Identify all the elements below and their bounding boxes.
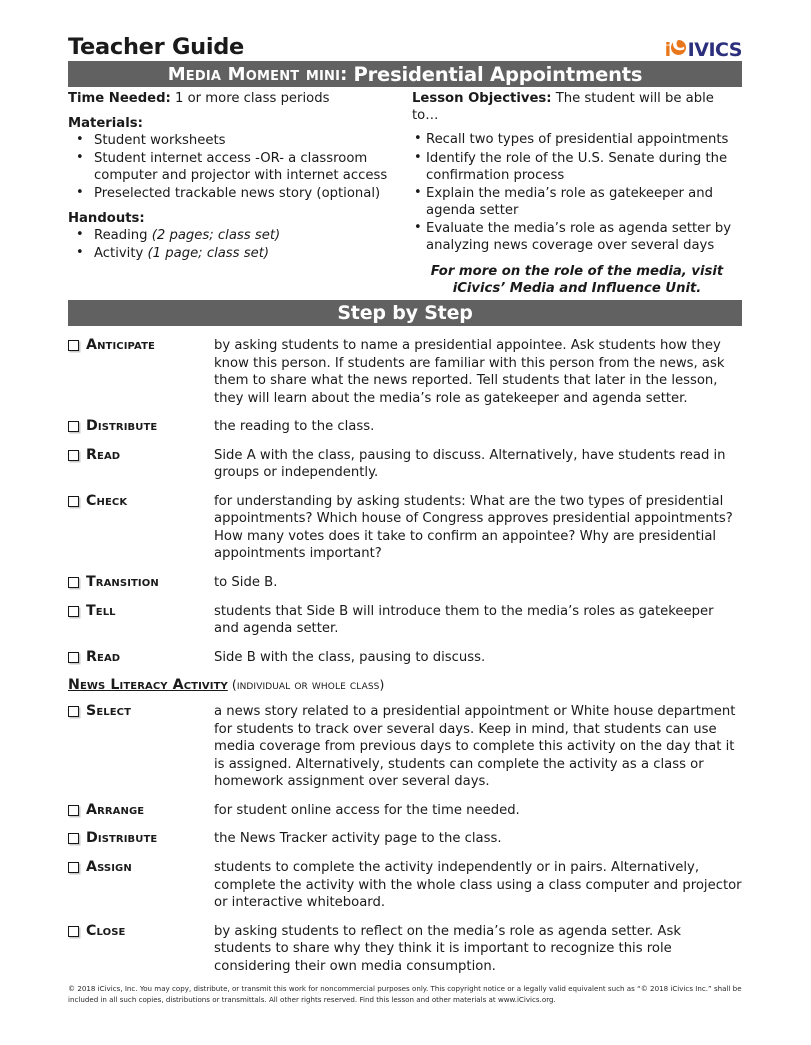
step-label [68,447,214,464]
step-row [68,418,742,436]
step-text: for understanding by asking students: What are the two types of presidential appointments? Which house of Congress approves presidential appointments? How many votes does it take to confirm an appointee? Why are presidential appointments important? [214,493,733,562]
page-title: Teacher Guide [68,34,245,60]
logo-letter-c: C [672,34,685,55]
step-name: Select [86,703,132,720]
lesson-objectives-line [412,90,742,124]
list-item: • Identify the role of the U.S. Senate during the confirmation process [412,151,742,185]
step-row [68,603,742,638]
checkbox-icon[interactable] [68,606,79,617]
step-label [68,418,214,435]
step-by-step-header: Step by Step [68,300,742,326]
time-needed-label: Time Needed: [68,91,171,106]
checkbox-icon[interactable] [68,706,79,717]
list-item: • Evaluate the media’s role as agenda setter by analyzing news coverage over several days [412,221,742,255]
step-name: Close [86,922,126,939]
step-text: Side A with the class, pausing to discuss. Alternatively, have students read in groups or independently. [214,447,726,481]
subhead-subtitle: (individual or whole class) [227,677,385,693]
step-text: to Side B. [214,575,278,591]
step-name: Read [86,648,121,665]
step-label [68,802,214,819]
step-text: for student online access for the time needed. [214,802,520,818]
step-text: Side B with the class, pausing to discuss. [214,649,486,665]
lesson-title-bar [68,61,742,87]
list-item: • Student worksheets [68,133,398,150]
checkbox-icon[interactable] [68,496,79,507]
list-item: • Preselected trackable news story (optional) [68,186,398,203]
lesson-objectives-list [412,132,742,255]
news-literacy-activity-subhead [68,677,742,693]
checkbox-icon[interactable] [68,833,79,844]
copyright-footer: © 2018 iCivics, Inc. You may copy, distribute, or transmit this work for noncommercial purposes only. This copyright notice or a legally valid equivalent such as “© 2018 iCivics Inc.” shall be included in all such copies, distributions or transmittals. All other rights reserved. Find this lesson and other materials at www.iCivics.org. [68,984,742,1005]
step-label [68,337,214,354]
materials-label: Materials: [68,116,143,132]
step-row [68,703,742,791]
left-column [68,90,398,270]
step-row [68,447,742,482]
step-row [68,649,742,667]
step-label [68,703,214,720]
materials-list [68,133,398,203]
logo-letter-i: i [664,39,671,61]
step-text: the News Tracker activity page to the class. [214,831,502,847]
lesson-series-label: Media Moment mini: [167,63,348,85]
list-item: • Student internet access -OR- a classroom computer and projector with internet access [68,151,398,185]
right-column [412,90,742,297]
step-text: students to complete the activity independently or in pairs. Alternatively, complete the activity with the whole class using a class computer and projector or interactive whiteboard. [214,860,742,911]
step-text: by asking students to reflect on the media’s role as agenda setter. Ask students to share why they think it is important to recognize this role considering their own media consumption. [214,923,681,974]
list-item [68,246,398,263]
time-needed-line [68,90,398,107]
time-needed-value: 1 or more class periods [170,91,330,106]
step-name: Anticipate [86,337,155,353]
lesson-objectives-label: Lesson Objectives: [412,91,552,106]
step-text: students that Side B will introduce them to the media’s roles as gatekeeper and agenda setter. [214,603,714,637]
step-name: Distribute [86,418,158,435]
checkbox-icon[interactable] [68,926,79,937]
lesson-name-label: Presidential Appointments [353,62,643,86]
handouts-list [68,228,398,263]
checkbox-icon[interactable] [68,421,79,432]
step-name: Transition [86,574,159,591]
icivics-logo [664,34,742,61]
checkbox-icon[interactable] [68,652,79,663]
step-row [68,923,742,976]
logo-text-ivics: IVICS [687,39,742,61]
step-label [68,493,214,510]
handout-name: Reading [94,228,152,244]
page-header [68,34,742,62]
handout-name: Activity [94,245,148,261]
handouts-label: Handouts: [68,210,145,226]
step-name: Read [86,446,121,463]
logo-circle-c-icon [671,34,688,56]
step-label [68,923,214,940]
handout-detail: (2 pages; class set) [151,228,281,244]
step-name: Check [86,492,128,509]
step-label [68,830,214,847]
step-name: Arrange [86,801,145,818]
step-row [68,337,742,407]
media-unit-note: For more on the role of the media, visit iCivics’ Media and Influence Unit. [430,264,724,296]
step-row [68,859,742,912]
step-label [68,574,214,591]
list-item [68,228,398,245]
step-text: the reading to the class. [214,419,375,435]
step-label [68,859,214,876]
subhead-title: News Literacy Activity [68,677,228,694]
step-by-step-list [68,337,742,986]
lesson-objectives-intro: The student will be able to… [412,91,714,124]
step-name: Distribute [86,830,158,847]
step-name: Tell [86,602,116,619]
step-row [68,493,742,563]
step-row [68,574,742,592]
checkbox-icon[interactable] [68,577,79,588]
step-text: by asking students to name a presidential appointee. Ask students how they know this person. If students are familiar with this person from the news, ask them to share what the news reported. Tell students that later in the lesson, they will learn about the media’s role as gatekeeper and agenda setter. [214,338,725,406]
handout-detail: (1 page; class set) [147,245,270,261]
checkbox-icon[interactable] [68,805,79,816]
step-label [68,649,214,666]
step-text: a news story related to a presidential appointment or White house department for students to track over several days. Keep in mind, that students can use media coverage from previous days to complete this activity on the day that it is assigned. Alternatively, students can complete the activity as a class or homework assignment over several days. [214,704,736,790]
step-name: Assign [86,859,132,876]
step-row [68,802,742,820]
step-label [68,603,214,620]
list-item: • Recall two types of presidential appointments [412,132,742,149]
checkbox-icon[interactable] [68,862,79,873]
step-row [68,830,742,848]
list-item: • Explain the media’s role as gatekeeper and agenda setter [412,186,742,220]
checkbox-icon[interactable] [68,450,79,461]
checkbox-icon[interactable] [68,340,79,351]
